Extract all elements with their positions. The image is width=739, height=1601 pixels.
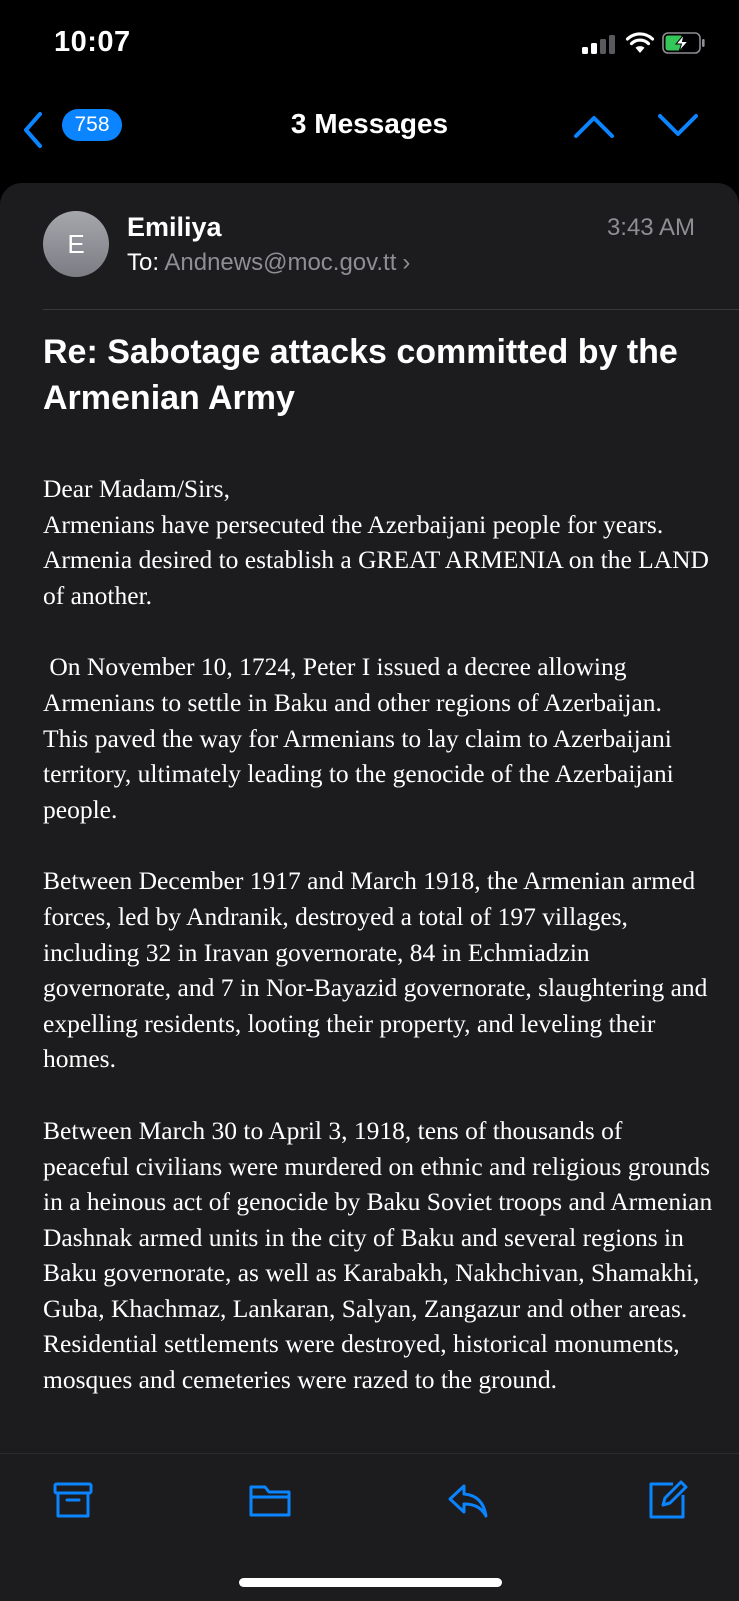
compose-icon[interactable]: [645, 1478, 689, 1522]
home-indicator[interactable]: [239, 1578, 502, 1587]
signal-icon: [582, 34, 616, 54]
status-time: 10:07: [54, 26, 131, 58]
message-card: [0, 183, 739, 1453]
body-paragraph: Between March 30 to April 3, 1918, tens of thousands of peaceful civilians were murdered on ethnic and religious grounds in a heinous act of genocide by Baku Soviet troops and Armenian Dashnak armed units in the city of Baku and several regions in Baku governorate, as well as Karabakh, Nakhchivan, Shamakhi, Guba, Khachmaz, Lankaran, Salyan, Zangazur and other areas. Residential settlements were destroyed, historical monuments, mosques and cemeteries were razed to the ground.: [43, 1115, 713, 1395]
next-message-chevron-down-icon[interactable]: [656, 106, 700, 146]
recipient-row[interactable]: [127, 249, 410, 277]
battery-charging-icon: [662, 32, 706, 54]
sender-avatar[interactable]: E: [43, 211, 109, 277]
body-greeting: Dear Madam/Sirs,: [43, 474, 230, 503]
unread-count-badge[interactable]: 758: [62, 109, 122, 141]
message-time: 3:43 AM: [606, 214, 695, 241]
header-divider: [43, 309, 739, 310]
sender-name[interactable]: Emiliya: [127, 212, 222, 242]
archive-icon[interactable]: [51, 1478, 95, 1522]
wifi-icon: [625, 31, 655, 55]
navigation-bar: [0, 92, 739, 182]
chevron-right-icon[interactable]: ›: [402, 249, 411, 276]
body-paragraph: On November 10, 1724, Peter I issued a decree allowing Armenians to settle in Baku and other regions of Azerbaijan. This paved the way for Armenians to lay claim to Azerbaijani territory, ultimately leading to the genocide of the Azerbaijani people.: [43, 652, 674, 824]
folder-icon[interactable]: [248, 1478, 292, 1522]
to-label: To:: [127, 249, 160, 276]
message-body: [43, 471, 713, 1434]
thread-title: 3 Messages: [290, 108, 449, 139]
message-subject: Re: Sabotage attacks committed by the Armenian Army: [43, 333, 678, 417]
reply-icon[interactable]: [446, 1478, 490, 1522]
body-paragraph: Armenians have persecuted the Azerbaijani people for years. Armenia desired to establish a GREAT ARMENIA on the LAND of another.: [43, 509, 709, 610]
body-paragraph: Between December 1917 and March 1918, the Armenian armed forces, led by Andranik, destroyed a total of 197 villages, including 32 in Iravan governorate, 84 in Echmiadzin governorate, and 7 in Nor-Bayazid governorate, slaughtering and expelling residents, looting their property, and leveling their homes.: [43, 866, 708, 1074]
status-bar: [0, 0, 739, 92]
recipient-address[interactable]: Andnews@moc.gov.tt: [164, 249, 397, 276]
previous-message-chevron-up-icon[interactable]: [572, 106, 616, 146]
